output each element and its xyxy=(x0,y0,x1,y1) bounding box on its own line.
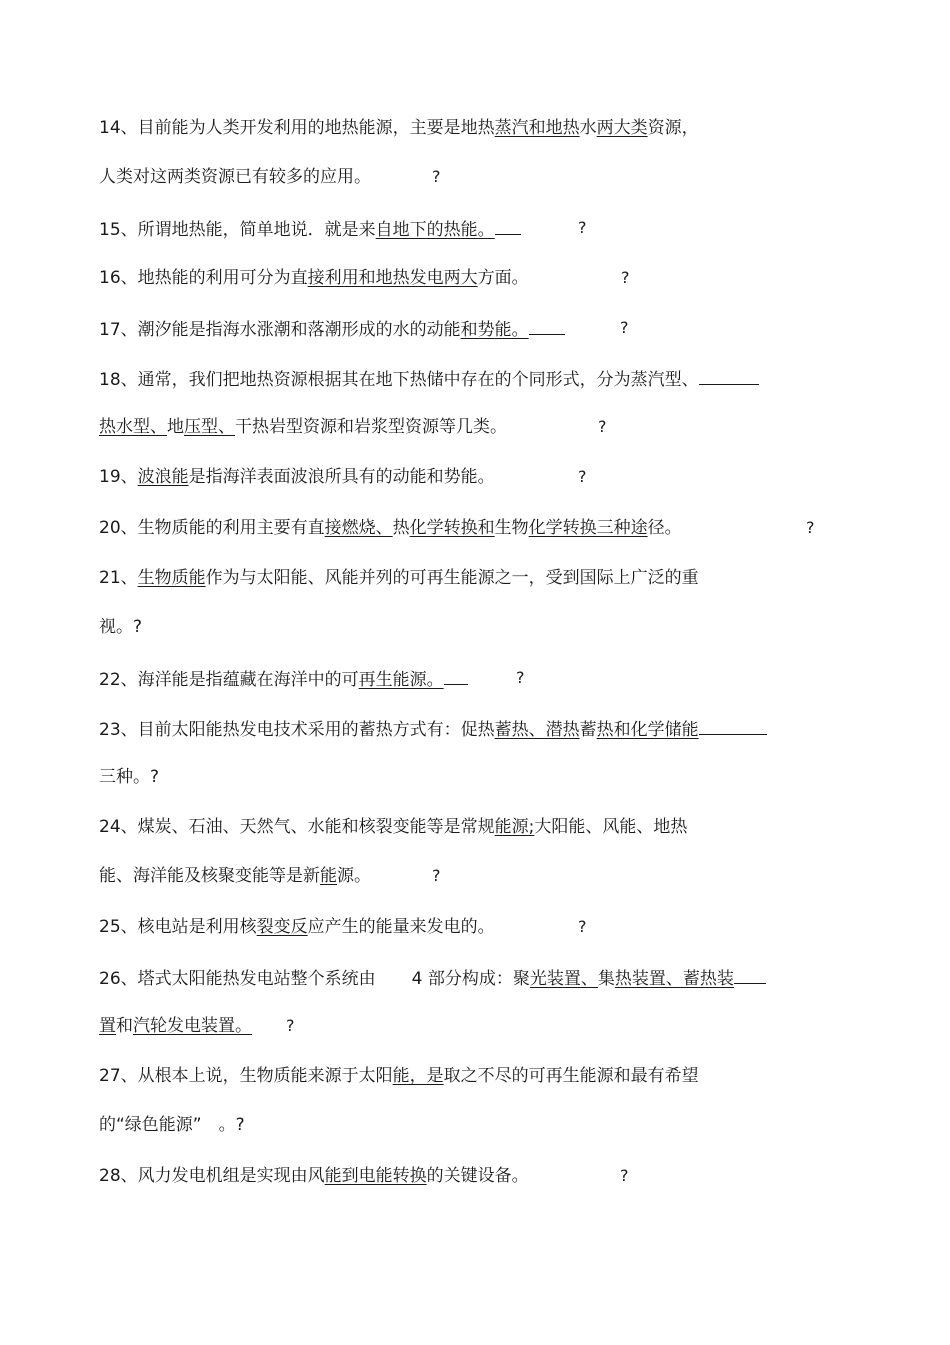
item-19-question-mark: ? xyxy=(578,467,587,486)
item-21-line-1: 21、生物质能作为与太阳能、风能并列的可再生能源之一，受到国际上广泛的重 xyxy=(99,568,699,588)
item-18-line-2: 热水型、地压型、干热岩型资源和岩浆型资源等几类。 xyxy=(99,417,507,437)
answer-blank xyxy=(699,366,759,385)
item-25-line-1: 25、核电站是利用核裂变反应产生的能量来发电的。 xyxy=(99,917,495,937)
item-17-line-1: 17、潮汐能是指海水涨潮和落潮形成的水的动能和势能。 xyxy=(99,316,565,340)
item-18-line-1: 18、通常，我们把地热资源根据其在地下热储中存在的个同形式，分为蒸汽型、 xyxy=(99,366,759,390)
item-27-line-2: 的“绿色能源” 。? xyxy=(99,1115,245,1135)
item-24-question-mark: ? xyxy=(432,866,441,885)
item-24-line-1: 24、煤炭、石油、天然气、水能和核裂变能等是常规能源;大阳能、风能、地热 xyxy=(99,817,688,837)
item-16-line-1: 16、地热能的利用可分为直接利用和地热发电两大方面。 xyxy=(99,268,529,288)
item-24-line-2: 能、海洋能及核聚变能等是新能源。 xyxy=(99,866,371,886)
item-22-line-1: 22、海洋能是指蕴藏在海洋中的可再生能源。 xyxy=(99,666,468,690)
item-26-line-1: 26、塔式太阳能热发电站整个系统由 4 部分构成：聚光装置、集热装置、蓄热装 xyxy=(99,965,766,989)
item-16-question-mark: ? xyxy=(621,268,630,287)
item-14-line-1: 14、目前能为人类开发利用的地热能源，主要是地热蒸汽和地热水两大类资源， xyxy=(99,118,699,138)
item-28-question-mark: ? xyxy=(620,1166,629,1185)
item-15-line-1: 15、所谓地热能，简单地说．就是来自地下的热能。 xyxy=(99,216,521,240)
item-21-line-2: 视。? xyxy=(99,617,143,637)
item-17-question-mark: ? xyxy=(620,318,629,337)
answer-blank xyxy=(444,666,468,685)
answer-blank xyxy=(495,216,521,235)
answer-blank xyxy=(699,716,767,735)
item-23-line-2: 三种。? xyxy=(99,767,160,787)
item-26-question-mark: ? xyxy=(286,1016,295,1035)
answer-blank xyxy=(734,965,766,984)
item-22-question-mark: ? xyxy=(516,668,525,687)
item-14-question-mark: ? xyxy=(432,167,441,186)
item-20-line-1: 20、生物质能的利用主要有直接燃烧、热化学转换和生物化学转换三种途径。 xyxy=(99,518,682,538)
item-18-question-mark: ? xyxy=(598,417,607,436)
item-19-line-1: 19、波浪能是指海洋表面波浪所具有的动能和势能。 xyxy=(99,467,495,487)
answer-blank xyxy=(529,316,565,335)
item-14-line-2: 人类对这两类资源已有较多的应用。 xyxy=(99,167,371,187)
item-26-line-2: 置和汽轮发电装置。 xyxy=(99,1016,252,1036)
item-28-line-1: 28、风力发电机组是实现由风能到电能转换的关键设备。 xyxy=(99,1166,529,1186)
item-23-line-1: 23、目前太阳能热发电技术采用的蓄热方式有：促热蓄热、潜热蓄热和化学储能 xyxy=(99,716,767,740)
item-25-question-mark: ? xyxy=(578,917,587,936)
item-15-question-mark: ? xyxy=(578,218,587,237)
item-27-line-1: 27、从根本上说，生物质能来源于太阳能，是取之不尽的可再生能源和最有希望 xyxy=(99,1066,699,1086)
item-20-question-mark: ? xyxy=(806,518,815,537)
